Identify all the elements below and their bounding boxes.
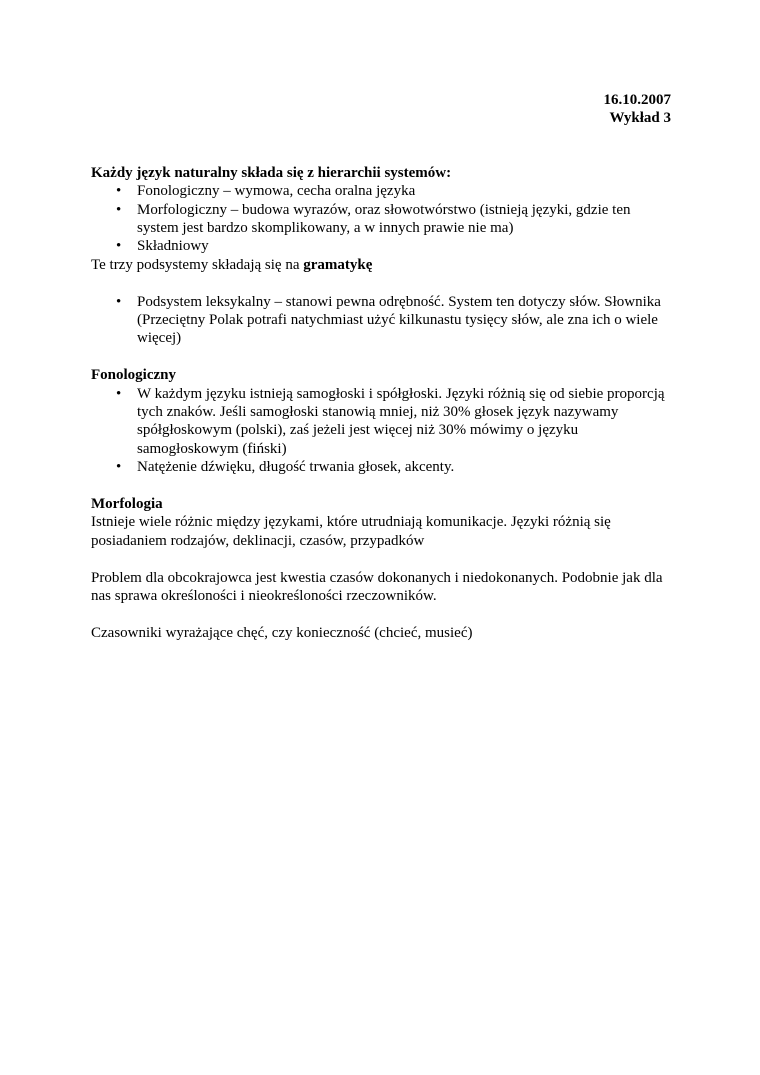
list-item-text: Natężenie dźwięku, długość trwania głosek, akcenty. [137,459,455,476]
lecture-number: Wykład 3 [609,110,671,127]
blank-line [91,606,671,624]
intro-summary [91,256,671,274]
phonology-bullet-list [91,385,671,477]
bullet-icon: • [116,293,122,310]
morphology-paragraph: Istnieje wiele różnic między językami, które utrudniają komunikacje. Języki różnią się posiadaniem rodzajów, deklinacji, czasów, przypadków [91,514,611,549]
blank-line [91,274,671,292]
blank-line [91,348,671,366]
intro-summary-keyword: gramatykę [303,256,373,273]
morphology-section [91,495,671,642]
bullet-icon: • [116,201,122,218]
list-item [91,182,671,200]
list-item [91,237,671,255]
phonology-heading: Fonologiczny [91,367,176,384]
bullet-icon: • [116,459,122,476]
list-item-text: Morfologiczny – budowa wyrazów, oraz słowotwórstwo (istnieją języki, gdzie ten system jest bardzo skomplikowany, a w innych prawie nie ma) [137,201,631,237]
bullet-icon: • [116,183,122,200]
intro-heading: Każdy język naturalny składa się z hierarchii systemów: [91,164,452,181]
list-item-text: Składniowy [137,238,209,255]
bullet-icon: • [116,238,122,255]
list-item [91,458,671,476]
list-item-text: Fonologiczny – wymowa, cecha oralna języka [137,183,416,200]
intro-section [91,164,671,274]
blank-line [91,550,671,568]
lecture-date: 16.10.2007 [603,92,671,108]
morphology-paragraph: Problem dla obcokrajowca jest kwestia czasów dokonanych i niedokonanych. Podobnie jak dla nas sprawa określoności i nieokreśloności rzeczowników. [91,569,663,605]
list-item-text: W każdym języku istnieją samogłoski i spółgłoski. Języki różnią się od siebie proporcją tych znaków. Jeśli samogłoski stanowią mniej, niż 30% głosek język nazywamy spółgłoskowym (polski), zaś jeżeli jest więcej niż 30% mówimy o języku samogłoskowym (fiński) [137,385,665,457]
intro-bullet-list [91,182,671,256]
list-item [91,293,671,348]
lexical-section [91,293,671,348]
phonology-section [91,366,671,476]
list-item [91,385,671,459]
list-item-text: Podsystem leksykalny – stanowi pewna odrębność. System ten dotyczy słów. Słownika (Przeciętny Polak potrafi natychmiast użyć kilkunastu tysięcy słów, ale zna ich o wiele więcej) [137,293,661,347]
intro-summary-text: Te trzy podsystemy składają się na [91,256,304,273]
morphology-heading: Morfologia [91,496,163,513]
bullet-icon: • [116,385,122,402]
lexical-bullet-list [91,293,671,348]
document-header [91,91,671,128]
document-page [91,91,671,642]
morphology-paragraph: Czasowniki wyrażające chęć, czy konieczność (chcieć, musieć) [91,624,473,641]
list-item [91,201,671,238]
blank-line [91,477,671,495]
